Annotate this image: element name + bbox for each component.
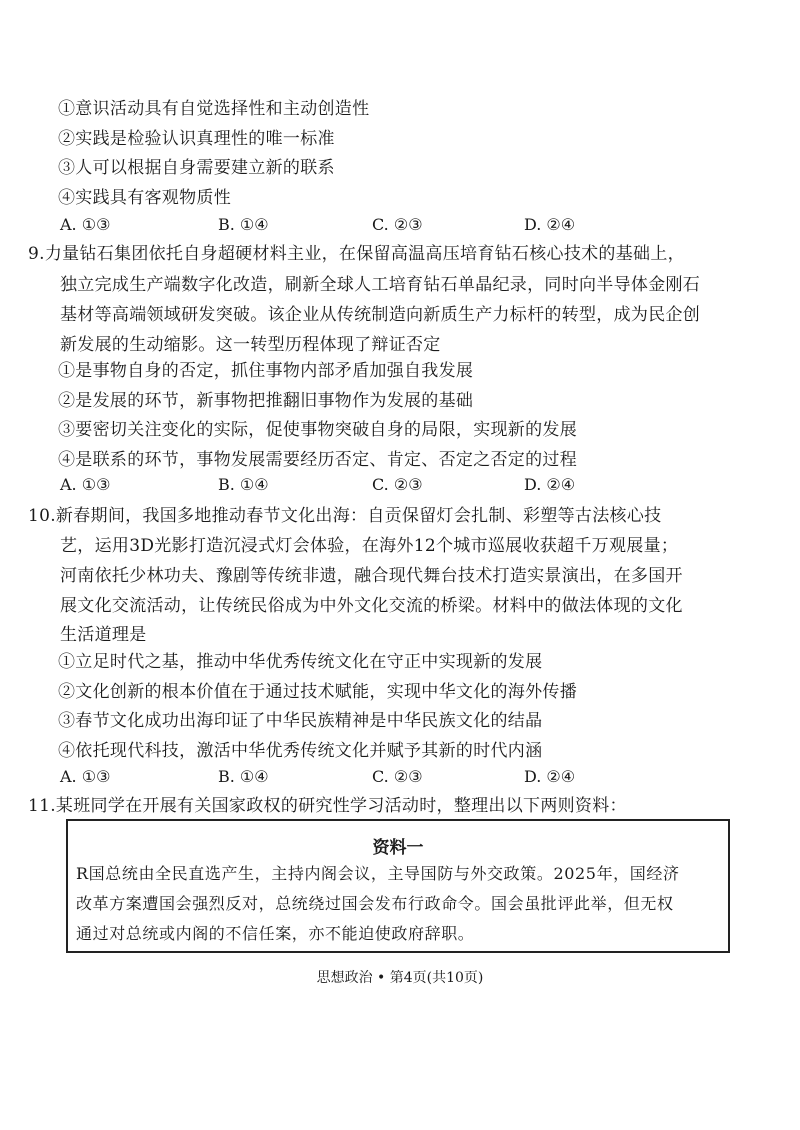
q10-choice-d: D. ②④ bbox=[524, 767, 576, 786]
q9-option-1: ①是事物自身的否定，抓住事物内部矛盾加强自我发展 bbox=[58, 361, 474, 381]
q10-stem-line-2: 艺，运用3D光影打造沉浸式灯会体验，在海外12个城市巡展收获超千万观展量； bbox=[60, 536, 679, 556]
q9-choice-a: A. ①③ bbox=[60, 475, 111, 494]
q8-option-2: ②实践是检验认识真理性的唯一标准 bbox=[58, 129, 335, 149]
q8-option-3: ③人可以根据自身需要建立新的联系 bbox=[58, 158, 335, 178]
q8-choice-c: C. ②③ bbox=[372, 215, 423, 234]
q9-option-4: ④是联系的环节，事物发展需要经历否定、肯定、否定之否定的过程 bbox=[58, 450, 577, 470]
q9-stem-line-2: 独立完成生产端数字化改造，刷新全球人工培育钻石单晶纪录，同时向半导体金刚石 bbox=[60, 275, 701, 295]
q10-choice-a: A. ①③ bbox=[60, 767, 111, 786]
q9-stem-line-1: 9.力量钻石集团依托自身超硬材料主业，在保留高温高压培育钻石核心技术的基础上， bbox=[28, 244, 685, 264]
q10-choices bbox=[60, 766, 700, 788]
q10-option-1: ①立足时代之基，推动中华优秀传统文化在守正中实现新的发展 bbox=[58, 652, 543, 672]
q10-option-3: ③春节文化成功出海印证了中华民族精神是中华民族文化的结晶 bbox=[58, 711, 543, 731]
q8-option-4: ④实践具有客观物质性 bbox=[58, 188, 231, 208]
q10-stem-line-5: 生活道理是 bbox=[60, 625, 147, 645]
q10-stem-line-1: 10.新春期间，我国多地推动春节文化出海：自贡保留灯会扎制、彩塑等古法核心技 bbox=[28, 506, 662, 526]
q10-choice-b: B. ①④ bbox=[218, 767, 269, 786]
q10-stem-line-4: 展文化交流活动，让传统民俗成为中外文化交流的桥梁。材料中的做法体现的文化 bbox=[60, 596, 683, 616]
q9-choice-d: D. ②④ bbox=[524, 475, 576, 494]
q9-choice-c: C. ②③ bbox=[372, 475, 423, 494]
q9-option-3: ③要密切关注变化的实际，促使事物突破自身的局限，实现新的发展 bbox=[58, 420, 577, 440]
page-footer: 思想政治 • 第4页(共10页) bbox=[316, 970, 484, 986]
material-line-3: 通过对总统或内阁的不信任案，亦不能迫使政府辞职。 bbox=[76, 924, 475, 943]
q11-stem: 11.某班同学在开展有关国家政权的研究性学习活动时，整理出以下两则资料： bbox=[28, 796, 627, 816]
material-line-1: R国总统由全民直选产生，主持内阁会议，主导国防与外交政策。2025年，国经济 bbox=[76, 864, 680, 883]
q9-choice-b: B. ①④ bbox=[218, 475, 269, 494]
q8-option-1: ①意识活动具有自觉选择性和主动创造性 bbox=[58, 99, 370, 119]
q9-choices bbox=[60, 474, 700, 496]
q8-choice-a: A. ①③ bbox=[60, 215, 111, 234]
material-title: 资料一 bbox=[372, 838, 424, 858]
q9-stem-line-4: 新发展的生动缩影。这一转型历程体现了辩证否定 bbox=[60, 335, 441, 355]
q10-option-2: ②文化创新的根本价值在于通过技术赋能，实现中华文化的海外传播 bbox=[58, 682, 577, 702]
material-line-2: 改革方案遭国会强烈反对，总统绕过国会发布行政命令。国会虽批评此举，但无权 bbox=[76, 894, 674, 913]
q10-stem-line-3: 河南依托少林功夫、豫剧等传统非遗，融合现代舞台技术打造实景演出，在多国开 bbox=[60, 566, 683, 586]
material-box bbox=[66, 819, 730, 953]
q8-choice-b: B. ①④ bbox=[218, 215, 269, 234]
q8-choice-d: D. ②④ bbox=[524, 215, 576, 234]
q10-option-4: ④依托现代科技，激活中华优秀传统文化并赋予其新的时代内涵 bbox=[58, 741, 543, 761]
q8-choices bbox=[60, 214, 700, 236]
q9-option-2: ②是发展的环节，新事物把推翻旧事物作为发展的基础 bbox=[58, 391, 474, 411]
q9-stem-line-3: 基材等高端领域研发突破。该企业从传统制造向新质生产力标杆的转型，成为民企创 bbox=[60, 305, 701, 325]
q10-choice-c: C. ②③ bbox=[372, 767, 423, 786]
